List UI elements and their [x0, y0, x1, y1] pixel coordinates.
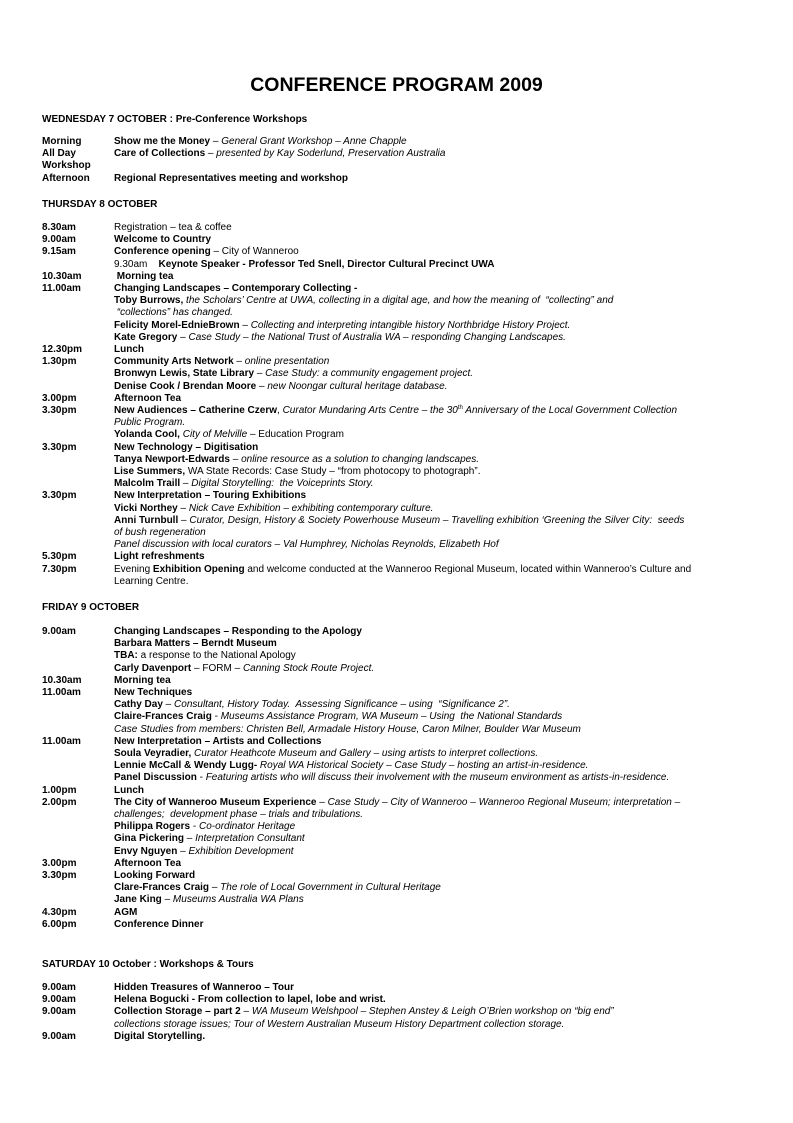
session-time: 11.00am: [42, 283, 81, 295]
plain-text: –: [180, 478, 192, 490]
session-line: [114, 527, 742, 539]
bold-text: New Interpretation – Touring Exhibitions: [114, 490, 307, 502]
session-line: [114, 417, 742, 429]
session-time: 1.30pm: [42, 356, 77, 368]
plain-text: –: [162, 699, 175, 711]
day-section-saturday: [0, 982, 793, 1043]
bold-text: New Audiences – Catherine Czerw: [114, 405, 278, 417]
session-line: [114, 173, 742, 185]
bold-text: Panel Discussion: [114, 772, 197, 784]
plain-text: and welcome conducted at the Wanneroo Regional Museum, located within Wanneroo’s Culture and: [244, 563, 692, 575]
bold-text: Toby Burrows,: [114, 295, 184, 307]
italic-text: of bush regeneration: [114, 527, 206, 539]
program-row: [0, 1006, 793, 1030]
superscript-text: th: [457, 405, 463, 412]
program-row: [0, 173, 793, 185]
program-row: [0, 344, 793, 356]
program-row: [0, 490, 793, 551]
bold-text: Malcolm Traill: [114, 478, 181, 490]
bold-text: Show me the Money: [114, 136, 211, 147]
bold-text: Welcome to Country: [114, 234, 212, 246]
bold-text: Clare-Frances Craig: [114, 882, 210, 894]
bold-text: Light refreshments: [114, 551, 205, 563]
plain-text: –: [210, 136, 222, 147]
session-details: [114, 1031, 742, 1043]
session-line: [114, 576, 742, 588]
session-line: [114, 478, 742, 490]
session-line: [114, 234, 742, 246]
italic-text: Curator, Design, History & Society Powerhouse Museum – Travelling exhibition ‘Greening the Silver City: seeds: [189, 514, 685, 526]
bold-text: Vicki Northey: [114, 502, 178, 514]
bold-text: Barbara Matters – Berndt Museum: [114, 638, 277, 650]
italic-text: collections storage issues; Tour of Western Australian Museum History Department collection storage.: [114, 1018, 565, 1030]
italic-text: Interpretation Consultant: [195, 833, 305, 845]
bold-text: Care of Collections: [114, 148, 206, 160]
session-details: [114, 173, 742, 185]
program-row: [0, 148, 793, 160]
bold-text: New Techniques: [114, 687, 193, 699]
plain-text: Registration – tea & coffee: [114, 222, 232, 233]
italic-text: Collecting and interpreting intangible history Northbridge History Project.: [250, 319, 571, 331]
italic-text: Public Program.: [114, 417, 186, 429]
session-line: [114, 687, 742, 699]
program-row: [0, 222, 793, 234]
session-line: [114, 283, 742, 295]
session-details: [114, 148, 742, 160]
plain-text: –: [209, 882, 221, 894]
session-line: [114, 663, 742, 675]
session-line: [114, 894, 742, 906]
session-line: [114, 821, 742, 833]
plain-text: – City of Wanneroo: [210, 246, 299, 258]
bold-text: Conference opening: [114, 246, 211, 258]
bold-text: AGM: [114, 906, 138, 918]
italic-text: Co-ordinator Heritage: [199, 821, 296, 833]
bold-text: Lennie McCall & Wendy Lugg-: [114, 760, 258, 772]
bold-text: Afternoon Tea: [114, 392, 182, 404]
session-line: [114, 833, 742, 845]
bold-text: Changing Landscapes – Responding to the Apology: [114, 626, 362, 637]
bold-text: Lise Summers,: [114, 466, 188, 478]
program-row: [0, 982, 793, 994]
session-line: [114, 760, 742, 772]
italic-text: General Grant Workshop – Anne Chapple: [221, 136, 407, 147]
program-row: [0, 271, 793, 283]
bold-text: TBA:: [114, 650, 138, 662]
session-line: [114, 846, 742, 858]
session-details: [114, 246, 742, 270]
session-line: [114, 136, 742, 148]
session-line: [114, 982, 742, 994]
italic-text: Case Study – City of Wanneroo – Wanneroo Regional Museum; interpretation –: [327, 796, 681, 808]
session-details: [114, 919, 742, 931]
session-details: [114, 626, 742, 675]
session-time: 3.30pm: [42, 441, 77, 453]
italic-text: Museums Australia WA Plans: [172, 894, 304, 906]
session-time: 9.00am: [42, 626, 76, 637]
italic-text: new Noongar cultural heritage database.: [267, 380, 448, 392]
plain-text: –: [177, 331, 189, 343]
italic-text: The role of Local Government in Cultural Heritage: [220, 882, 441, 894]
italic-text: Nick Cave Exhibition – exhibiting contemporary culture.: [188, 502, 434, 514]
plain-text: –: [316, 796, 328, 808]
session-details: [114, 982, 742, 994]
session-details: [114, 687, 742, 736]
session-line: [114, 699, 742, 711]
session-line: [114, 332, 742, 344]
session-details: [114, 234, 742, 246]
italic-text: Anniversary of the Local Government Collection: [462, 405, 678, 417]
italic-text: Case Studies from members: Christen Bell, Armadale History House, Caron Milner, Boulder War Museum: [114, 723, 581, 735]
session-details: [114, 160, 742, 172]
bold-text: Looking Forward: [114, 870, 196, 882]
day-heading-wednesday: WEDNESDAY 7 OCTOBER : Pre-Conference Workshops: [42, 114, 308, 125]
program-row: [0, 136, 793, 148]
program-row: [0, 736, 793, 785]
session-details: [114, 797, 742, 858]
program-row: [0, 442, 793, 491]
session-line: [114, 160, 742, 172]
session-details: [114, 283, 742, 344]
bold-text: Kate Gregory: [114, 331, 178, 343]
bold-text: Anni Turnbull: [114, 514, 179, 526]
session-line: [114, 736, 742, 748]
bold-text: Changing Landscapes – Contemporary Collecting -: [114, 283, 358, 295]
session-time: 12.30pm: [42, 344, 83, 356]
session-details: [114, 271, 742, 283]
session-details: [114, 405, 742, 442]
session-time: 4.30pm: [42, 906, 77, 918]
plain-text: –: [240, 1006, 252, 1018]
plain-text: –: [229, 453, 242, 465]
session-time: 8.30am: [42, 222, 76, 233]
program-row: [0, 797, 793, 858]
bold-text: Morning tea: [114, 270, 174, 282]
day-heading-saturday: SATURDAY 10 October : Workshops & Tours: [42, 959, 254, 970]
program-row: [0, 160, 793, 172]
program-row: [0, 785, 793, 797]
session-line: [114, 246, 742, 258]
plain-text: –: [256, 380, 268, 392]
bold-text: Regional Representatives meeting and workshop: [114, 172, 348, 184]
italic-text: Case Study – the National Trust of Australia WA – responding Changing Landscapes.: [188, 331, 566, 343]
session-time: 11.00am: [42, 687, 81, 699]
session-time: 2.00pm: [42, 796, 77, 808]
day-section-friday: [0, 626, 793, 931]
session-line: [114, 772, 742, 784]
bold-text: Jane King: [114, 894, 162, 906]
bold-text: Lunch: [114, 344, 144, 356]
plain-text: –: [178, 514, 190, 526]
program-row: [0, 283, 793, 344]
session-line: [114, 919, 742, 931]
program-row: [0, 246, 793, 270]
bold-text: Gina Pickering: [114, 833, 185, 845]
session-time: 3.30pm: [42, 405, 77, 417]
italic-text: challenges; development phase – trials and tribulations.: [114, 809, 364, 821]
session-details: [114, 490, 742, 551]
session-line: [114, 148, 742, 160]
session-time: Afternoon: [42, 172, 90, 184]
session-line: [114, 797, 742, 809]
session-time: 9.00am: [42, 1030, 76, 1042]
session-line: [114, 551, 742, 563]
program-row: [0, 1031, 793, 1043]
bold-text: Hidden Treasures of Wanneroo – Tour: [114, 982, 295, 993]
plain-text: –: [177, 502, 189, 514]
plain-text: -: [211, 711, 221, 723]
session-details: [114, 393, 742, 405]
bold-text: New Interpretation – Artists and Collections: [114, 735, 322, 747]
session-time: 9.00am: [42, 994, 76, 1006]
plain-text: –: [254, 368, 266, 380]
plain-text: Learning Centre.: [114, 575, 189, 587]
bold-text: Afternoon Tea: [114, 857, 182, 869]
program-row: [0, 687, 793, 736]
program-row: [0, 234, 793, 246]
session-time: 9.00am: [42, 982, 76, 993]
session-line: [114, 503, 742, 515]
session-details: [114, 442, 742, 491]
program-row: [0, 393, 793, 405]
session-time: 6.00pm: [42, 918, 77, 930]
session-details: [114, 344, 742, 356]
session-details: [114, 994, 742, 1006]
italic-text: WA Museum Welshpool – Stephen Anstey & Leigh O’Brien workshop on “big end”: [251, 1006, 614, 1018]
session-time: 5.30pm: [42, 551, 77, 563]
bold-text: Tanya Newport-Edwards: [114, 453, 230, 465]
program-row: [0, 994, 793, 1006]
session-time: All Day: [42, 148, 76, 160]
plain-text: – FORM –: [191, 662, 243, 674]
session-details: [114, 356, 742, 393]
session-time: 9.00am: [42, 1006, 76, 1018]
session-line: [114, 711, 742, 723]
session-line: [114, 564, 742, 576]
plain-text: -: [190, 821, 200, 833]
bold-text: Digital Storytelling.: [114, 1030, 206, 1042]
session-line: [114, 809, 742, 821]
plain-text: –: [239, 319, 251, 331]
program-row: [0, 907, 793, 919]
session-line: [114, 994, 742, 1006]
session-line: [114, 724, 742, 736]
session-details: [114, 136, 742, 148]
session-line: [114, 429, 742, 441]
session-line: [114, 320, 742, 332]
program-row: [0, 356, 793, 393]
session-time: 9.15am: [42, 246, 76, 258]
session-line: [114, 1019, 742, 1031]
session-line: [114, 381, 742, 393]
italic-text: Exhibition Development: [188, 845, 294, 857]
session-time: Workshop: [42, 160, 91, 172]
session-time: 3.30pm: [42, 490, 77, 502]
session-line: [114, 1031, 742, 1043]
bold-text: Community Arts Network: [114, 356, 234, 368]
bold-text: Philippa Rogers: [114, 821, 191, 833]
plain-text: 9.30am: [114, 258, 159, 270]
bold-text: Envy Nguyen: [114, 845, 178, 857]
plain-text: a response to the National Apology: [137, 650, 296, 662]
bold-text: Exhibition Opening: [152, 563, 245, 575]
italic-text: Canning Stock Route Project.: [242, 662, 375, 674]
session-line: [114, 466, 742, 478]
bold-text: Cathy Day: [114, 699, 163, 711]
bold-text: Conference Dinner: [114, 918, 204, 930]
session-time: 10.30am: [42, 270, 82, 282]
italic-text: online resource as a solution to changing landscapes.: [241, 453, 480, 465]
session-line: [114, 490, 742, 502]
session-line: [114, 515, 742, 527]
plain-text: -: [196, 772, 206, 784]
session-time: 3.30pm: [42, 870, 77, 882]
program-row: [0, 551, 793, 563]
bold-text: Carly Davenport: [114, 662, 192, 674]
session-line: [114, 638, 742, 650]
plain-text: –: [161, 894, 173, 906]
bold-text: Denise Cook / Brendan Moore: [114, 380, 257, 392]
session-details: [114, 907, 742, 919]
plain-text: –: [233, 356, 245, 368]
plain-text: –: [177, 845, 189, 857]
page-title: CONFERENCE PROGRAM 2009: [250, 74, 543, 96]
session-line: [114, 271, 742, 283]
session-details: [114, 870, 742, 907]
plain-text: WA State Records: Case Study – “from photocopy to photograph”.: [187, 466, 481, 478]
italic-text: presented by Kay Soderlund, Preservation Australia: [216, 148, 446, 160]
plain-text: –: [184, 833, 196, 845]
session-line: [114, 870, 742, 882]
session-details: [114, 1006, 742, 1030]
bold-text: Felicity Morel-EdnieBrown: [114, 319, 240, 331]
bold-text: Helena Bogucki - From collection to lapel, lobe and wrist.: [114, 994, 386, 1006]
session-line: [114, 368, 742, 380]
italic-text: Consultant, History Today. Assessing Significance – using “Significance 2”.: [174, 699, 510, 711]
session-line: [114, 785, 742, 797]
bold-text: Bronwyn Lewis, State Library: [114, 368, 255, 380]
italic-text: the Scholars’ Centre at UWA, collecting in a digital age, and how the meaning of “collecting” and: [183, 295, 614, 307]
plain-text: – Education Program: [247, 429, 344, 441]
session-time: 10.30am: [42, 674, 82, 686]
session-line: [114, 295, 742, 307]
italic-text: Panel discussion with local curators – Val Humphrey, Nicholas Reynolds, Elizabeth Hof: [114, 539, 499, 551]
session-details: [114, 222, 742, 234]
program-row: [0, 405, 793, 442]
bold-text: Yolanda Cool,: [114, 429, 183, 441]
italic-text: Curator Heathcote Museum and Gallery – using artists to interpret collections.: [191, 748, 539, 760]
bold-text: Lunch: [114, 784, 144, 796]
italic-text: Case Study: a community engagement project.: [265, 368, 474, 380]
bold-text: Collection Storage – part 2: [114, 1006, 241, 1018]
plain-text: Evening: [114, 563, 153, 575]
session-details: [114, 675, 742, 687]
session-line: [114, 1006, 742, 1018]
bold-text: Claire-Frances Craig: [114, 711, 212, 723]
bold-text: The City of Wanneroo Museum Experience: [114, 796, 317, 808]
session-line: [114, 539, 742, 551]
session-details: [114, 785, 742, 797]
session-time: 11.00am: [42, 735, 81, 747]
bold-text: Keynote Speaker - Professor Ted Snell, Director Cultural Precinct UWA: [158, 258, 495, 270]
bold-text: Morning tea: [114, 674, 171, 686]
session-time: 3.00pm: [42, 857, 77, 869]
session-line: [114, 907, 742, 919]
session-time: 9.00am: [42, 234, 76, 246]
plain-text: –: [205, 148, 217, 160]
session-line: [114, 442, 742, 454]
session-details: [114, 736, 742, 785]
session-details: [114, 858, 742, 870]
session-line: [114, 650, 742, 662]
session-time: Morning: [42, 136, 82, 147]
session-line: [114, 307, 742, 319]
italic-text: online presentation: [244, 356, 330, 368]
program-row: [0, 675, 793, 687]
session-line: [114, 405, 742, 417]
session-time: 1.00pm: [42, 784, 77, 796]
day-heading-thursday: THURSDAY 8 OCTOBER: [42, 199, 158, 210]
italic-text: Curator Mundaring Arts Centre – the 30: [282, 405, 458, 417]
plain-text: ,: [277, 405, 283, 417]
session-line: [114, 675, 742, 687]
italic-text: Featuring artists who will discuss their involvement with the museum environment as artists-in-residence.: [205, 772, 670, 784]
session-line: [114, 344, 742, 356]
italic-text: Digital Storytelling: the Voiceprints Story.: [191, 478, 374, 490]
italic-text: Royal WA Historical Society – Case Study – hosting an artist-in-residence.: [257, 760, 589, 772]
session-time: 7.30pm: [42, 563, 77, 575]
session-line: [114, 356, 742, 368]
program-row: [0, 564, 793, 588]
session-line: [114, 748, 742, 760]
session-line: [114, 259, 742, 271]
session-time: 3.00pm: [42, 392, 77, 404]
program-row: [0, 858, 793, 870]
day-section-thursday: [0, 222, 793, 588]
day-heading-friday: FRIDAY 9 OCTOBER: [42, 602, 140, 613]
program-row: [0, 919, 793, 931]
session-details: [114, 564, 742, 588]
italic-text: “collections” has changed.: [114, 307, 233, 319]
session-line: [114, 222, 742, 234]
day-section-wednesday: [0, 136, 793, 185]
italic-text: City of Melville: [182, 429, 248, 441]
session-line: [114, 626, 742, 638]
session-details: [114, 551, 742, 563]
bold-text: New Technology – Digitisation: [114, 441, 259, 453]
session-line: [114, 454, 742, 466]
bold-text: Soula Veyradier,: [114, 748, 192, 760]
session-line: [114, 882, 742, 894]
program-row: [0, 870, 793, 907]
italic-text: Museums Assistance Program, WA Museum – Using the National Standards: [220, 711, 563, 723]
session-line: [114, 858, 742, 870]
session-line: [114, 393, 742, 405]
program-row: [0, 626, 793, 675]
